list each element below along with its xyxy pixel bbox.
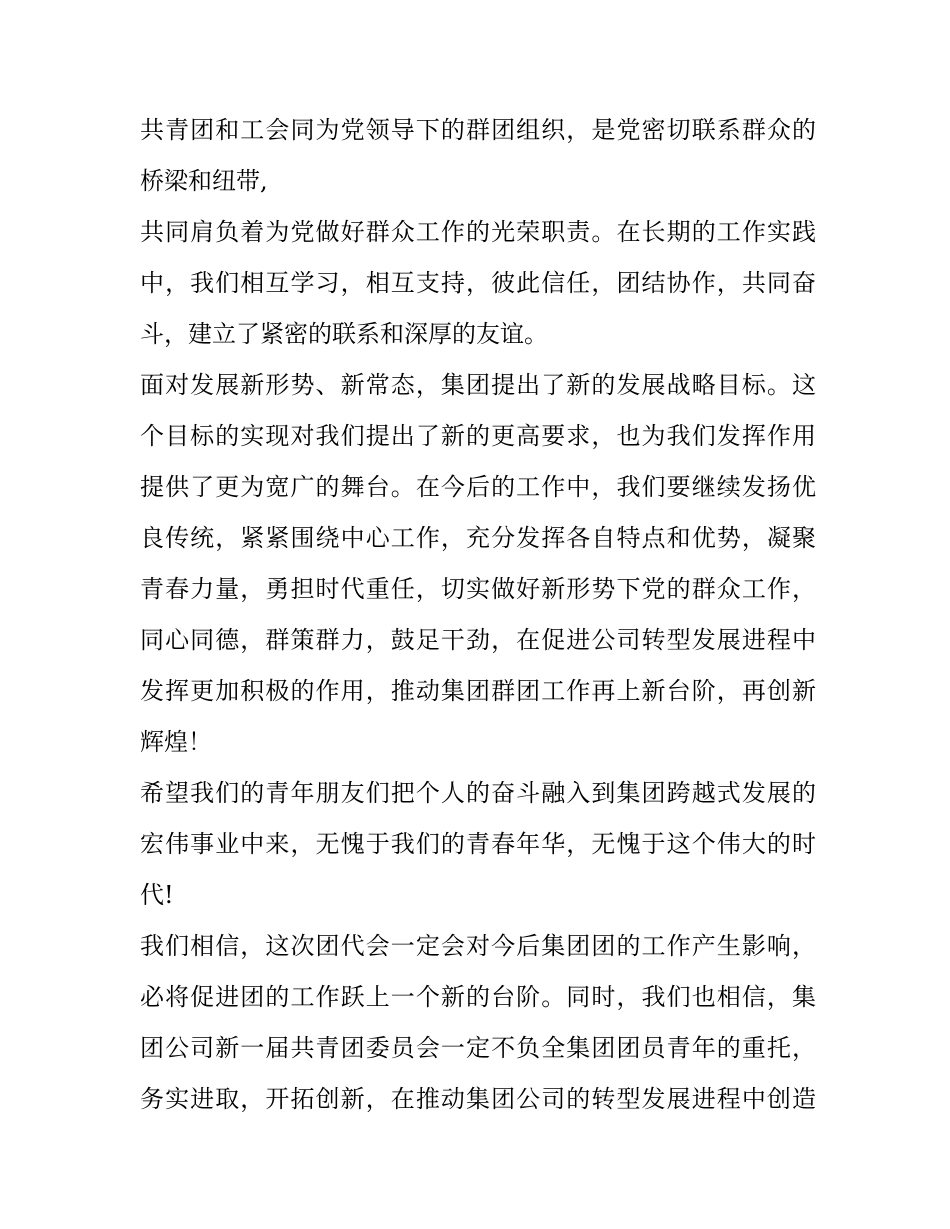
text-line: 希望我们的青年朋友们把个人的奋斗融入到集团跨越式发展的 xyxy=(140,779,816,807)
text-line: 团公司新一届共青团委员会一定不负全集团团员青年的重托， xyxy=(140,1034,816,1062)
text-line: 共同肩负着为党做好群众工作的光荣职责。在长期的工作实践 xyxy=(140,218,816,246)
text-line: 青春力量，勇担时代重任，切实做好新形势下党的群众工作， xyxy=(140,575,816,603)
text-line: 面对发展新形势、新常态，集团提出了新的发展战略目标。这 xyxy=(140,371,816,399)
text-line: 良传统，紧紧围绕中心工作，充分发挥各自特点和优势，凝聚 xyxy=(140,524,816,552)
text-line: 宏伟事业中来，无愧于我们的青春年华，无愧于这个伟大的时 xyxy=(140,830,816,858)
text-line: 个目标的实现对我们提出了新的更高要求，也为我们发挥作用 xyxy=(140,422,816,450)
text-line: 桥梁和纽带, xyxy=(140,167,268,195)
text-line: 提供了更为宽广的舞台。在今后的工作中，我们要继续发扬优 xyxy=(140,473,816,501)
body-text xyxy=(140,105,816,1125)
text-line: 务实进取，开拓创新，在推动集团公司的转型发展进程中创造 xyxy=(140,1085,816,1113)
text-line: 同心同德，群策群力，鼓足干劲，在促进公司转型发展进程中 xyxy=(140,626,816,654)
text-line: 我们相信，这次团代会一定会对今后集团团的工作产生影响， xyxy=(140,932,816,960)
text-line: 必将促进团的工作跃上一个新的台阶。同时，我们也相信，集 xyxy=(140,983,816,1011)
text-line: 发挥更加积极的作用，推动集团群团工作再上新台阶，再创新 xyxy=(140,677,816,705)
text-line: 辉煌！ xyxy=(140,728,212,756)
text-line: 代! xyxy=(140,881,174,909)
text-line: 中，我们相互学习，相互支持，彼此信任，团结协作，共同奋 xyxy=(140,269,816,297)
text-line: 斗，建立了紧密的联系和深厚的友谊。 xyxy=(140,320,548,348)
text-line: 共青团和工会同为党领导下的群团组织，是党密切联系群众的 xyxy=(140,116,816,144)
